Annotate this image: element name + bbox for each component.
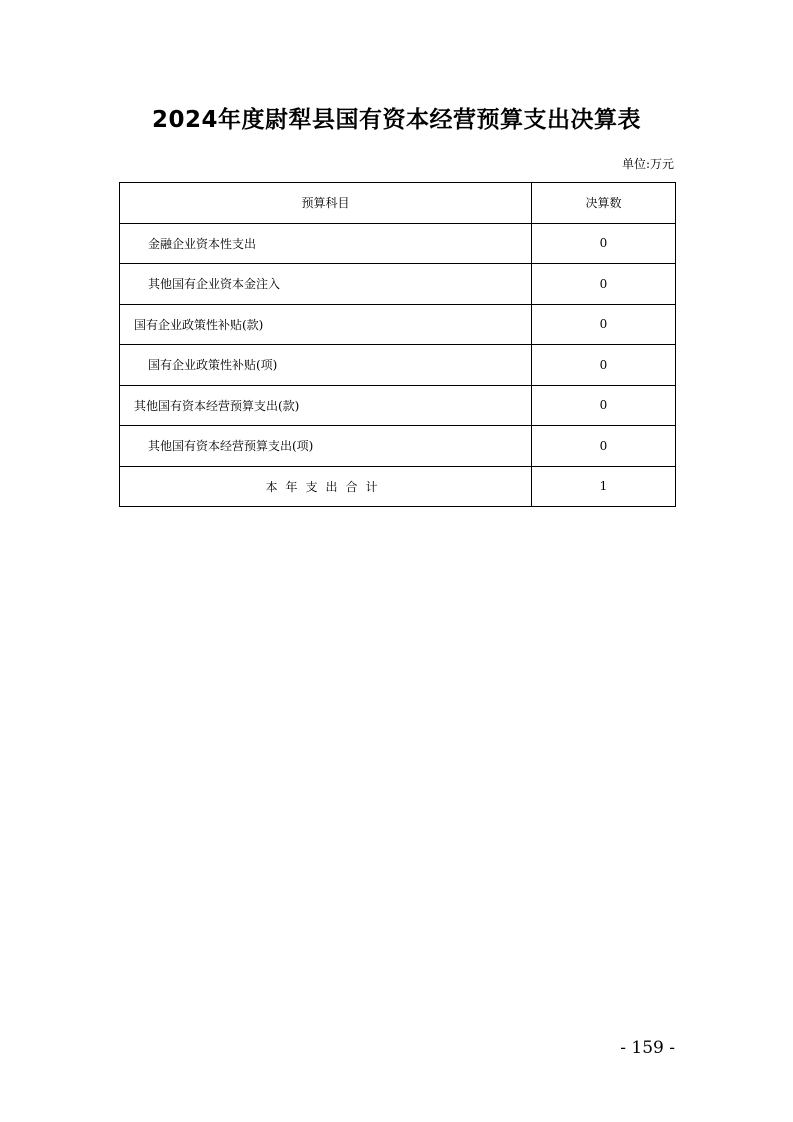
- row-value: 0: [532, 304, 676, 345]
- table-row: [120, 223, 676, 264]
- row-value: 0: [532, 345, 676, 386]
- total-row: [120, 466, 676, 507]
- column-header-budget-subject: 预算科目: [120, 183, 532, 224]
- unit-label: 单位:万元: [621, 157, 674, 171]
- budget-table: [119, 182, 676, 507]
- row-label: 金融企业资本性支出: [120, 223, 532, 264]
- row-value: 0: [532, 385, 676, 426]
- row-value: 0: [532, 426, 676, 467]
- row-value: 0: [532, 223, 676, 264]
- table-row: [120, 426, 676, 467]
- table-header-row: [120, 183, 676, 224]
- table-row: [120, 385, 676, 426]
- total-value: 1: [532, 466, 676, 507]
- table-row: [120, 264, 676, 305]
- row-value: 0: [532, 264, 676, 305]
- page-title: 2024年度尉犁县国有资本经营预算支出决算表: [151, 107, 641, 133]
- table-row: [120, 304, 676, 345]
- row-label: 其他国有企业资本金注入: [120, 264, 532, 305]
- table-row: [120, 345, 676, 386]
- column-header-final-amount: 决算数: [532, 183, 676, 224]
- row-label: 国有企业政策性补贴(项): [120, 345, 532, 386]
- row-label: 其他国有资本经营预算支出(项): [120, 426, 532, 467]
- row-label: 其他国有资本经营预算支出(款): [120, 385, 532, 426]
- row-label: 国有企业政策性补贴(款): [120, 304, 532, 345]
- total-label: 本年支出合计: [120, 466, 532, 507]
- page-number: - 159 -: [620, 1038, 675, 1058]
